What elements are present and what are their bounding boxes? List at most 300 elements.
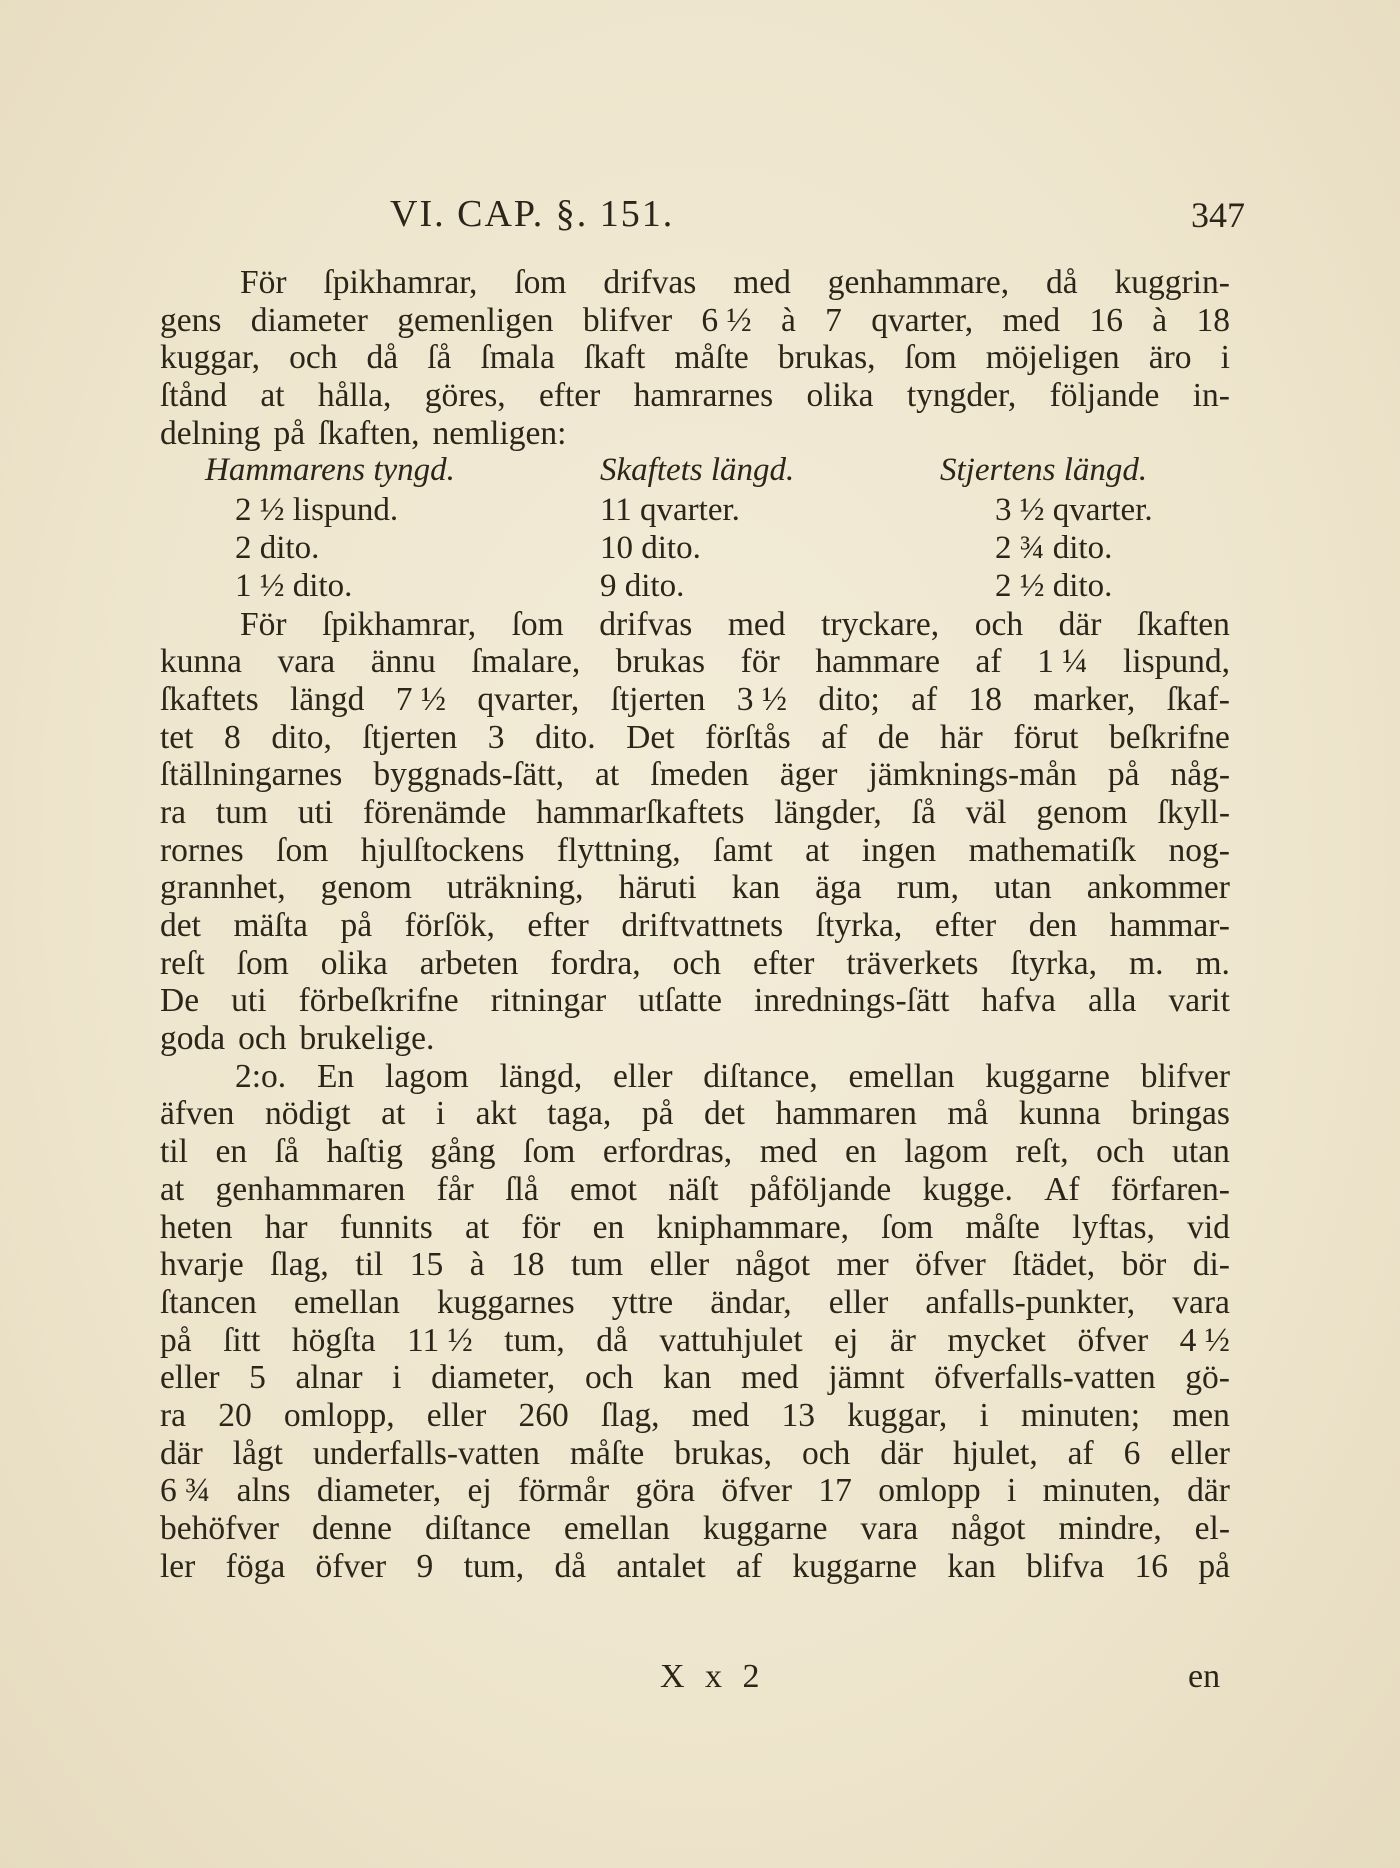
- word: hjulet,: [953, 1434, 1038, 1472]
- word: vara: [860, 1510, 919, 1547]
- text-line: [160, 1171, 1230, 1209]
- word: kan: [947, 1547, 996, 1585]
- word: à: [780, 301, 796, 339]
- word: omlopp: [878, 1472, 981, 1510]
- word: mycket: [947, 1321, 1046, 1359]
- word: flyttning,: [556, 831, 681, 869]
- word: mathematiſk: [968, 831, 1137, 869]
- word: ſmeden: [650, 756, 749, 794]
- text-line: [160, 1246, 1230, 1284]
- text-line: [160, 869, 1230, 907]
- word: yttre: [611, 1283, 674, 1321]
- word: omlopp,: [283, 1396, 395, 1434]
- word: nemligen:: [432, 414, 567, 452]
- table-header-tail-length: Stjertens längd.: [940, 452, 1148, 489]
- word: hålla,: [317, 377, 392, 415]
- word: ritningar: [490, 982, 607, 1020]
- word: haſtig: [326, 1133, 403, 1171]
- word: utſatte: [638, 982, 722, 1020]
- word: någ-: [1170, 756, 1230, 794]
- word: de: [877, 718, 910, 756]
- word: bringas: [1131, 1095, 1230, 1133]
- word: må: [947, 1095, 989, 1133]
- word: kan: [731, 869, 781, 907]
- word: anfalls-punkter,: [925, 1283, 1136, 1321]
- word: eller: [828, 1283, 889, 1321]
- word: tum: [571, 1246, 624, 1284]
- word: genom: [1036, 793, 1128, 831]
- text-line: [160, 1397, 1230, 1435]
- word: 15: [409, 1246, 444, 1284]
- word: hafva: [981, 982, 1056, 1020]
- text-line: [160, 339, 1230, 377]
- text-line: [160, 264, 1230, 302]
- word: mäſta: [233, 907, 308, 944]
- text-line: [160, 1133, 1230, 1171]
- word: påföljande: [749, 1170, 892, 1208]
- word: lågt: [232, 1434, 283, 1472]
- word: med: [740, 1359, 799, 1397]
- word: at: [260, 377, 285, 415]
- word: ſom: [904, 339, 957, 377]
- word: det: [703, 1095, 745, 1133]
- word: häruti: [618, 869, 697, 907]
- word: kugge.: [922, 1170, 1013, 1208]
- paragraph-1: [160, 264, 1230, 452]
- word: funnits: [339, 1208, 433, 1246]
- word: förbeſkrifne: [298, 982, 459, 1020]
- word: en: [215, 1133, 248, 1171]
- word: på: [160, 1321, 192, 1359]
- word: ſtällningarnes: [160, 756, 343, 794]
- word: ſom: [276, 831, 329, 869]
- word: genom: [320, 869, 412, 907]
- word: jämnt: [828, 1359, 905, 1397]
- word: 17: [818, 1472, 852, 1510]
- table-cell: 1 ½ dito.: [235, 567, 353, 604]
- table-row: [160, 530, 1230, 568]
- word: ſlag,: [600, 1396, 660, 1434]
- table-cell: 9 dito.: [600, 567, 685, 604]
- word: efter: [538, 377, 601, 415]
- word: äger: [779, 756, 838, 794]
- word: öfver: [915, 1246, 986, 1284]
- word: De: [160, 982, 200, 1020]
- word: 4 ½: [1179, 1321, 1230, 1359]
- word: at: [595, 756, 620, 794]
- word: ſamt: [713, 831, 773, 869]
- word: ſtånd: [160, 377, 227, 415]
- word: förenämde: [363, 793, 507, 831]
- word: ſkaf-: [1166, 680, 1230, 718]
- text-line: [160, 982, 1230, 1020]
- word: 16: [1089, 301, 1123, 339]
- word: väl: [965, 793, 1007, 831]
- word: kunna: [160, 643, 242, 681]
- word: där: [160, 1434, 203, 1472]
- word: af: [911, 680, 938, 718]
- word: 18: [1196, 301, 1230, 339]
- word: 9: [416, 1547, 434, 1585]
- table-cell: 2 ¾ dito.: [995, 530, 1113, 567]
- word: i: [1220, 339, 1230, 377]
- word: möjeligen: [985, 339, 1120, 377]
- word: eller: [649, 1246, 710, 1284]
- word: at: [381, 1095, 406, 1133]
- word: lagom: [384, 1057, 469, 1095]
- word: m.: [1129, 944, 1164, 982]
- table-row: [160, 568, 1230, 606]
- word: den: [1028, 907, 1078, 944]
- text-line: [160, 794, 1230, 832]
- word: nödigt: [264, 1095, 351, 1133]
- word: lagom: [904, 1133, 988, 1171]
- word: ännu: [370, 643, 436, 681]
- word: i: [435, 1095, 446, 1133]
- word: af: [975, 643, 1002, 681]
- table-header-shaft-length: Skaftets längd.: [600, 452, 795, 489]
- word: i: [1006, 1472, 1017, 1510]
- word: ſå: [274, 1133, 299, 1171]
- word: Af: [1044, 1170, 1080, 1208]
- word: ſtyrka,: [1010, 944, 1097, 982]
- word: näſt: [668, 1170, 719, 1208]
- word: blifver: [582, 301, 673, 339]
- word: at: [464, 1208, 490, 1246]
- word: äga: [815, 869, 862, 907]
- word: alnar: [295, 1359, 363, 1397]
- word: drifvas: [603, 264, 697, 301]
- text-line: [160, 1359, 1230, 1397]
- word: högſta: [291, 1321, 376, 1359]
- word: på: [273, 414, 306, 452]
- word: då: [366, 339, 399, 377]
- word: arbeten: [419, 944, 519, 982]
- word: en: [845, 1133, 877, 1171]
- word: på: [641, 1095, 674, 1133]
- text-line: [160, 945, 1230, 983]
- word: öfver: [1077, 1321, 1149, 1359]
- paragraph-2: [160, 606, 1230, 1058]
- word: diameter: [250, 301, 368, 339]
- word: ingen: [861, 831, 937, 869]
- word: i: [392, 1359, 402, 1397]
- running-head: VI. CAP. §. 151.: [390, 193, 675, 235]
- word: antalet: [616, 1547, 706, 1585]
- word: behöfver: [160, 1510, 280, 1547]
- page-number: 347: [1191, 195, 1245, 235]
- word: emot: [569, 1170, 637, 1208]
- word: brukas,: [777, 339, 876, 377]
- word: kuggar,: [847, 1396, 948, 1434]
- word: förſök,: [404, 907, 495, 944]
- word: uti: [297, 793, 334, 831]
- word: 3: [487, 718, 505, 756]
- word: ra: [160, 1396, 187, 1434]
- word: ſtädet,: [1012, 1246, 1096, 1284]
- word: inrednings-ſätt: [754, 982, 950, 1020]
- word: får: [436, 1170, 474, 1208]
- paragraph-3: [160, 1058, 1230, 1586]
- word: följande: [1049, 377, 1160, 415]
- word: dito,: [271, 718, 332, 756]
- word: dito;: [818, 680, 880, 718]
- word: måſte: [569, 1434, 645, 1472]
- word: göres,: [424, 377, 506, 415]
- word: ſtancen: [160, 1283, 257, 1321]
- word: eller: [160, 1359, 220, 1397]
- word: hammarſkaftets: [536, 793, 745, 831]
- word: 18: [968, 680, 1003, 718]
- word: längd,: [499, 1057, 583, 1095]
- word: och: [1096, 1133, 1145, 1171]
- text-line: [160, 377, 1230, 415]
- word: ſkaften: [1136, 605, 1230, 643]
- word: och: [672, 944, 721, 982]
- word: förut: [1013, 718, 1079, 756]
- word: lyftas,: [1072, 1208, 1155, 1246]
- word: ſkyll-: [1157, 793, 1230, 831]
- word: genhammare,: [827, 264, 1010, 301]
- word: heten: [160, 1208, 233, 1246]
- word: ändar,: [710, 1283, 792, 1321]
- table-cell: 11 qvarter.: [600, 492, 740, 529]
- text-line: [160, 719, 1230, 757]
- word: med: [1002, 301, 1061, 339]
- catchword: en: [1188, 1658, 1221, 1695]
- word: det: [160, 907, 201, 944]
- word: à: [469, 1246, 485, 1284]
- text-line: [160, 606, 1230, 644]
- word: tyngder,: [906, 377, 1017, 415]
- word: ſmalare,: [471, 643, 581, 681]
- word: minuten,: [1042, 1472, 1161, 1510]
- word: För: [240, 264, 287, 301]
- word: En: [316, 1057, 355, 1095]
- word: af: [1067, 1434, 1094, 1472]
- word: at: [805, 831, 830, 869]
- word: 11 ½: [407, 1321, 473, 1359]
- word: rum,: [896, 869, 959, 907]
- text-line: [160, 1435, 1230, 1473]
- word: di-: [1192, 1246, 1230, 1284]
- word: med: [733, 264, 791, 301]
- word: tet: [160, 718, 194, 756]
- text-line: [160, 415, 1230, 453]
- word: för: [740, 643, 780, 681]
- word: något: [951, 1510, 1026, 1547]
- word: ſlå: [505, 1170, 539, 1208]
- word: hammare: [815, 643, 940, 681]
- word: ſkaftets: [160, 680, 259, 718]
- word: vid: [1187, 1208, 1230, 1246]
- hammer-table: [160, 452, 1230, 605]
- word: och: [584, 1359, 634, 1397]
- text-line: [160, 1510, 1230, 1548]
- word: 8: [224, 718, 241, 756]
- word: lispund,: [1122, 643, 1230, 681]
- word: på: [340, 907, 373, 944]
- word: Det: [626, 718, 675, 756]
- word: i: [979, 1396, 989, 1434]
- word: ra: [160, 793, 187, 831]
- word: jämknings-mån: [868, 756, 1077, 794]
- word: hamrarnes: [633, 377, 774, 415]
- word: minuten;: [1020, 1396, 1141, 1434]
- word: ſlag,: [270, 1246, 329, 1284]
- word: 6: [1123, 1434, 1141, 1472]
- word: qvarter,: [477, 680, 580, 718]
- word: hammar-: [1109, 907, 1230, 944]
- word: delning: [160, 414, 261, 452]
- text-line: [160, 1548, 1230, 1586]
- word: marker,: [1033, 680, 1136, 718]
- word: el-: [1194, 1510, 1230, 1547]
- text-line: [160, 756, 1230, 794]
- word: en: [592, 1208, 625, 1246]
- word: underfalls-vatten: [312, 1434, 540, 1472]
- word: varit: [1168, 982, 1230, 1020]
- word: emellan: [848, 1057, 955, 1095]
- table-header-row: [160, 452, 1230, 492]
- word: något: [735, 1246, 811, 1284]
- word: för: [521, 1208, 561, 1246]
- word: kniphammare,: [656, 1208, 849, 1246]
- word: dito.: [535, 718, 596, 756]
- word: olika: [320, 944, 388, 982]
- word: äfven: [160, 1095, 235, 1133]
- word: träverkets: [846, 944, 979, 982]
- word: nog-: [1168, 831, 1230, 869]
- word: 1 ¼: [1037, 643, 1088, 681]
- word: med: [759, 1133, 818, 1171]
- word: 6 ¾: [160, 1472, 211, 1510]
- word: 13: [781, 1396, 816, 1434]
- word: kuggarne: [702, 1510, 828, 1547]
- word: utan: [1172, 1133, 1230, 1171]
- word: förſtås: [705, 718, 791, 756]
- word: ej: [834, 1321, 859, 1359]
- word: kuggrin-: [1114, 264, 1230, 301]
- word: gens: [160, 301, 222, 339]
- word: ſom: [514, 264, 567, 301]
- word: 18: [511, 1246, 545, 1284]
- word: vattuhjulet: [659, 1321, 803, 1359]
- word: gång: [430, 1133, 496, 1171]
- word: där: [1187, 1472, 1230, 1510]
- word: gemenligen: [397, 301, 554, 339]
- word: reſt: [160, 944, 205, 982]
- word: ſom: [881, 1208, 934, 1246]
- word: goda: [160, 1020, 226, 1058]
- text-line: [160, 681, 1230, 719]
- word: ler: [160, 1547, 196, 1585]
- word: med: [727, 605, 786, 643]
- word: brukas,: [674, 1434, 772, 1472]
- word: 3 ½: [736, 680, 788, 718]
- word: blifver: [1140, 1057, 1230, 1095]
- word: olika: [806, 377, 874, 415]
- table-cell: 2 ½ lispund.: [235, 492, 399, 529]
- word: blifva: [1026, 1547, 1105, 1585]
- word: och: [974, 605, 1024, 643]
- word: af: [736, 1547, 763, 1585]
- word: då: [554, 1547, 587, 1585]
- word: hammaren: [775, 1095, 917, 1133]
- word: diſtance,: [703, 1057, 818, 1095]
- word: ſom: [511, 605, 564, 643]
- word: förmår: [518, 1472, 610, 1510]
- word: förfaren-: [1110, 1170, 1230, 1208]
- word: ſtjerten: [610, 680, 706, 718]
- word: kuggarne: [792, 1547, 918, 1585]
- word: är: [889, 1321, 916, 1359]
- text-line: [160, 1209, 1230, 1247]
- word: emellan: [293, 1283, 400, 1321]
- word: beſkrifne: [1108, 718, 1230, 756]
- word: efter: [934, 907, 997, 944]
- word: då: [1046, 264, 1078, 301]
- table-cell: 10 dito.: [600, 530, 701, 567]
- text-line: [160, 907, 1230, 945]
- word: och: [801, 1434, 851, 1472]
- word: tryckare,: [821, 605, 940, 643]
- word: 2:o.: [235, 1057, 287, 1095]
- word: kan: [662, 1359, 712, 1397]
- word: mer: [836, 1246, 889, 1284]
- word: diameter,: [316, 1472, 442, 1510]
- word: efter: [527, 907, 589, 944]
- word: längder,: [774, 793, 882, 831]
- word: med: [691, 1396, 750, 1434]
- word: til: [355, 1246, 384, 1284]
- word: mindre,: [1058, 1510, 1162, 1547]
- text-line: [160, 1095, 1230, 1133]
- word: rornes: [160, 831, 244, 869]
- table-row: [160, 492, 1230, 530]
- word: ſå: [911, 793, 936, 831]
- word: föga: [225, 1547, 286, 1585]
- word: à: [1152, 301, 1168, 339]
- word: ſtjerten: [362, 718, 458, 756]
- text-line: [160, 1322, 1230, 1360]
- word: drifvas: [599, 605, 693, 643]
- word: ſpikhamrar,: [322, 605, 477, 643]
- word: öfver: [315, 1547, 387, 1585]
- word: ſom: [236, 944, 289, 982]
- word: reſt,: [1015, 1133, 1069, 1171]
- signature-mark: X x 2: [660, 1658, 766, 1695]
- text-line: [160, 643, 1230, 681]
- word: och: [238, 1020, 287, 1058]
- word: hvarje: [160, 1246, 244, 1284]
- table-cell: 3 ½ qvarter.: [995, 492, 1153, 529]
- word: 7: [825, 301, 842, 339]
- word: til: [160, 1133, 188, 1171]
- word: fordra,: [550, 944, 641, 982]
- word: kuggarnes: [436, 1283, 575, 1321]
- word: brukas: [615, 643, 706, 681]
- word: där: [1058, 605, 1102, 643]
- word: brukelige.: [299, 1020, 435, 1058]
- word: ſtyrka,: [815, 907, 903, 944]
- word: tum: [215, 793, 268, 831]
- word: 16: [1134, 1547, 1169, 1585]
- word: vara: [277, 643, 336, 681]
- word: kuggarne: [985, 1057, 1110, 1095]
- word: alla: [1088, 982, 1137, 1020]
- word: qvarter,: [871, 301, 974, 339]
